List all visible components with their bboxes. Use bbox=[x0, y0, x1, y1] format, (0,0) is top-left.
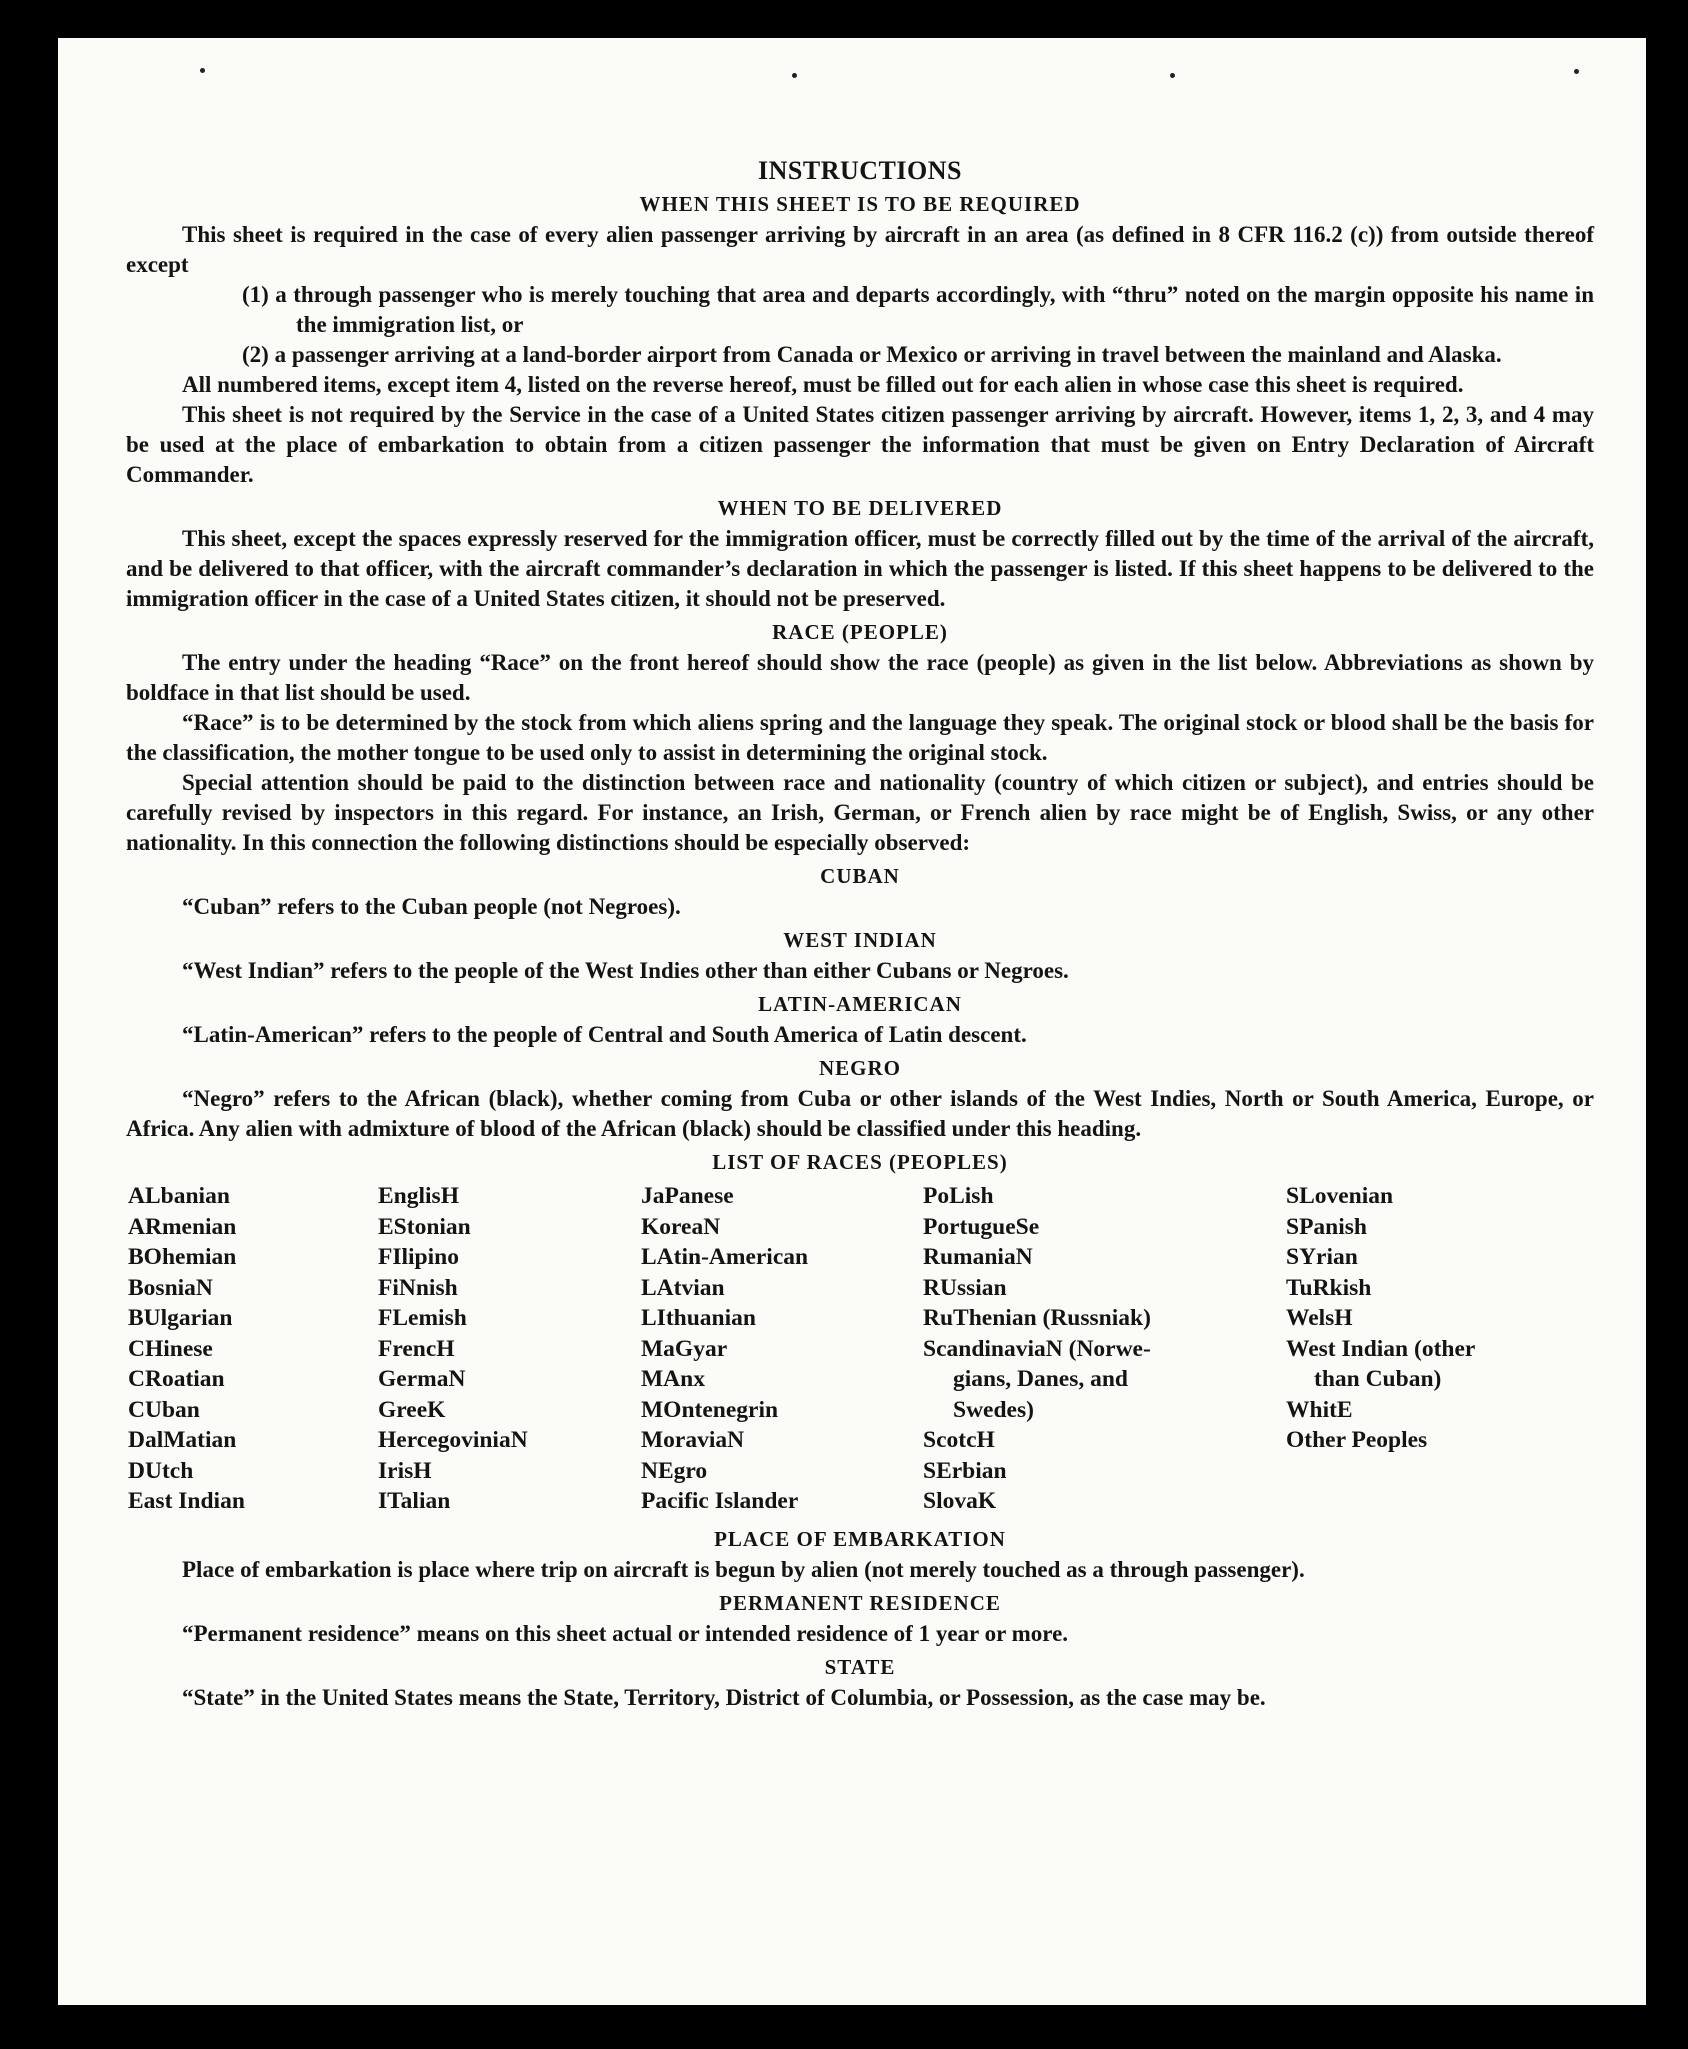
list-item: MoraviaN bbox=[641, 1427, 745, 1453]
race-column-4 bbox=[923, 1181, 1213, 1517]
definition-residence: “Permanent residence” means on this sheet actual or intended residence of 1 year or more. bbox=[182, 1621, 1069, 1646]
paragraph: Special attention should be paid to the distinction between race and nationality (country of which citizen or subject), and entries should be carefully revised by inspectors in this regard. For instance, an Irish, German, or French alien by race might be of English, Swiss, or any other nationality. In this connection the following distinctions should be especially observed: bbox=[126, 770, 1594, 855]
list-item: ITalian bbox=[378, 1488, 451, 1514]
list-item: JaPanese bbox=[641, 1183, 734, 1209]
list-item: FrencH bbox=[378, 1335, 455, 1362]
heading-cuban: CUBAN bbox=[820, 864, 900, 888]
heading-when-required: WHEN THIS SHEET IS TO BE REQUIRED bbox=[639, 192, 1081, 216]
heading-when-delivered: WHEN TO BE DELIVERED bbox=[717, 496, 1003, 520]
instructions-body bbox=[126, 156, 1594, 1713]
list-item: SlovaK bbox=[923, 1488, 997, 1514]
definition-state: “State” in the United States means the State, Territory, District of Columbia, or Possession, as the case may be. bbox=[182, 1685, 1266, 1710]
race-column-1 bbox=[128, 1181, 245, 1517]
list-item: WelsH bbox=[1286, 1305, 1353, 1331]
exception-item-2: (2) a passenger arriving at a land-border airport from Canada or Mexico or arriving in travel between the mainland and Alaska. bbox=[242, 342, 1502, 367]
list-item: SErbian bbox=[923, 1457, 1007, 1484]
list-item: WhitE bbox=[1286, 1396, 1353, 1423]
list-item: KoreaN bbox=[641, 1213, 721, 1240]
list-item: TuRkish bbox=[1286, 1274, 1372, 1301]
list-item: NEgro bbox=[641, 1457, 708, 1484]
list-item: GreeK bbox=[378, 1396, 446, 1423]
list-item: ScandinaviaN (Norwe- bbox=[923, 1335, 1151, 1362]
list-item: SPanish bbox=[1286, 1213, 1367, 1240]
heading-list-of-races: LIST OF RACES (PEOPLES) bbox=[712, 1150, 1008, 1174]
list-item: EStonian bbox=[378, 1213, 471, 1240]
list-item: Other Peoples bbox=[1286, 1427, 1428, 1453]
list-item-continuation: than Cuban) bbox=[1314, 1366, 1442, 1392]
heading-state: STATE bbox=[824, 1655, 896, 1679]
list-item: CUban bbox=[128, 1396, 200, 1423]
paragraph: This sheet, except the spaces expressly reserved for the immigration officer, must be correctly filled out by the time of the arrival of the aircraft, and be delivered to that officer, with the aircraft commander’s declaration in which the passenger is listed. If this sheet happens to be delivered to the immigration officer in the case of a United States citizen, it should not be preserved. bbox=[126, 526, 1594, 611]
definition-latin-american: “Latin-American” refers to the people of Central and South America of Latin descent. bbox=[182, 1022, 1027, 1047]
list-item: DUtch bbox=[128, 1457, 194, 1484]
definition-west-indian: “West Indian” refers to the people of the West Indies other than either Cubans or Negroes. bbox=[182, 958, 1069, 983]
list-item: DalMatian bbox=[128, 1427, 237, 1453]
document-page bbox=[58, 38, 1646, 2005]
list-item: CRoatian bbox=[128, 1366, 225, 1392]
list-item: Pacific Islander bbox=[641, 1488, 799, 1514]
punch-mark bbox=[792, 73, 797, 78]
paragraph: “Race” is to be determined by the stock from which aliens spring and the language they speak. The original stock or blood shall be the basis for the classification, the mother tongue to be used only to assist in determining the original stock. bbox=[126, 710, 1594, 765]
list-item: FLemish bbox=[378, 1305, 467, 1331]
list-item: ALbanian bbox=[128, 1183, 230, 1209]
list-item: RumaniaN bbox=[923, 1244, 1033, 1270]
list-item: LAtin-American bbox=[641, 1244, 809, 1270]
list-item: FIlipino bbox=[378, 1244, 459, 1270]
list-item: MOntenegrin bbox=[641, 1396, 779, 1423]
list-item: BosniaN bbox=[128, 1274, 213, 1301]
definition-negro: “Negro” refers to the African (black), whether coming from Cuba or other islands of the West Indies, North or South America, Europe, or Africa. Any alien with admixture of blood of the African (black) should be classified under this heading. bbox=[126, 1086, 1594, 1141]
race-list bbox=[126, 1181, 1594, 1521]
list-item: West Indian (other bbox=[1286, 1335, 1476, 1362]
list-item: IrisH bbox=[378, 1457, 432, 1484]
list-item: EnglisH bbox=[378, 1183, 459, 1209]
punch-mark bbox=[1574, 69, 1579, 74]
list-item: FiNnish bbox=[378, 1274, 458, 1301]
list-item: GermaN bbox=[378, 1366, 466, 1392]
race-column-5 bbox=[1286, 1181, 1475, 1456]
exception-item-1: (1) a through passenger who is merely touching that area and departs accordingly, with “thru” noted on the margin opposite his name in the immigration list, or bbox=[242, 282, 1594, 337]
list-item: MaGyar bbox=[641, 1335, 728, 1362]
list-item: MAnx bbox=[641, 1366, 705, 1392]
heading-race: RACE (PEOPLE) bbox=[772, 620, 948, 644]
list-item: PortugueSe bbox=[923, 1213, 1040, 1240]
punch-mark bbox=[1170, 73, 1175, 78]
list-item: RUssian bbox=[923, 1274, 1007, 1301]
list-item: SLovenian bbox=[1286, 1183, 1394, 1209]
list-item: LIthuanian bbox=[641, 1305, 756, 1331]
list-item-continuation: Swedes) bbox=[953, 1396, 1034, 1423]
list-item: HercegoviniaN bbox=[378, 1427, 528, 1453]
list-item: ARmenian bbox=[128, 1213, 237, 1240]
paragraph: All numbered items, except item 4, listed on the reverse hereof, must be filled out for each alien in whose case this sheet is required. bbox=[182, 372, 1464, 397]
paragraph: This sheet is not required by the Service in the case of a United States citizen passenger arriving by aircraft. However, items 1, 2, 3, and 4 may be used at the place of embarkation to obtain from a citizen passenger the information that must be given on Entry Declaration of Aircraft Commander. bbox=[126, 402, 1594, 487]
list-item: East Indian bbox=[128, 1488, 245, 1514]
heading-west-indian: WEST INDIAN bbox=[783, 928, 937, 952]
list-item: BOhemian bbox=[128, 1244, 237, 1270]
definition-cuban: “Cuban” refers to the Cuban people (not Negroes). bbox=[182, 894, 681, 919]
definition-embarkation: Place of embarkation is place where trip on aircraft is begun by alien (not merely touched as a through passenger). bbox=[182, 1557, 1305, 1582]
race-column-2 bbox=[378, 1181, 528, 1517]
heading-permanent-residence: PERMANENT RESIDENCE bbox=[719, 1591, 1001, 1615]
list-item-continuation: gians, Danes, and bbox=[953, 1366, 1128, 1392]
heading-latin-american: LATIN-AMERICAN bbox=[758, 992, 962, 1016]
list-item: ScotcH bbox=[923, 1427, 995, 1453]
list-item: SYrian bbox=[1286, 1244, 1358, 1270]
list-item: LAtvian bbox=[641, 1274, 725, 1301]
list-item: PoLish bbox=[923, 1183, 994, 1209]
heading-negro: NEGRO bbox=[818, 1056, 901, 1080]
punch-mark bbox=[200, 68, 205, 73]
paragraph: The entry under the heading “Race” on the front hereof should show the race (people) as given in the list below. Abbreviations as shown by boldface in that list should be used. bbox=[126, 650, 1594, 705]
heading-place-of-embarkation: PLACE OF EMBARKATION bbox=[714, 1527, 1006, 1551]
list-item: CHinese bbox=[128, 1335, 213, 1362]
list-item: BUlgarian bbox=[128, 1305, 233, 1331]
list-item: RuThenian (Russniak) bbox=[923, 1305, 1151, 1331]
page-title: INSTRUCTIONS bbox=[758, 156, 962, 185]
paragraph: This sheet is required in the case of every alien passenger arriving by aircraft in an area (as defined in 8 CFR 116.2 (c)) from outside thereof except bbox=[126, 222, 1594, 277]
race-column-3 bbox=[641, 1181, 808, 1517]
